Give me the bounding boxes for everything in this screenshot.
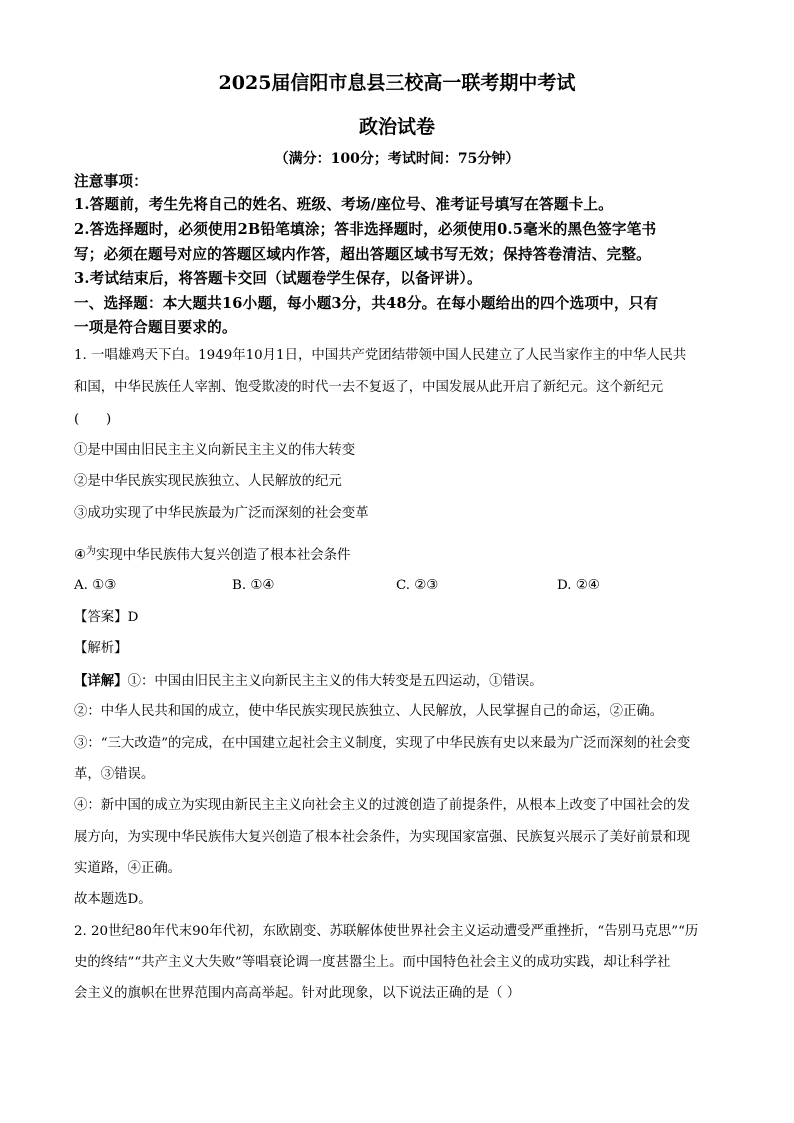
notice-heading: 注意事项： (74, 173, 148, 190)
section-1-heading-line-2: 一项是符合题目要求的。 (74, 319, 237, 336)
q1-option-4-rest: 实现中华民族伟大复兴创造了根本社会条件 (96, 548, 351, 563)
q1-detail-3-line-2: 革，③错误。 (74, 767, 155, 782)
q1-choice-d: D. ②④ (557, 578, 600, 593)
q1-choice-b: B. ①④ (232, 578, 275, 593)
q1-analysis-label: 【解析】 (74, 641, 128, 656)
q1-answer (74, 609, 138, 627)
detail-label: 【详解】 (74, 673, 128, 689)
q1-detail-1 (74, 672, 543, 691)
q1-stem-line-2: 和国，中华民族任人宰割、饱受欺凌的时代一去不复返了，中国发展从此开启了新纪元。这个新纪元 (74, 380, 664, 395)
q1-stem-line-1: 1. 一唱雄鸡天下白。1949年10月1日，中国共产党团结带领中国人民建立了人民当家作主的中华人民共 (74, 348, 687, 363)
q1-detail-3-line-1: ③：“三大改造”的完成，在中国建立起社会主义制度，实现了中华民族有史以来最为广泛而深刻的社会变 (74, 736, 691, 751)
answer-label: 【答案】 (74, 610, 128, 625)
q1-detail-4-line-1: ④：新中国的成立为实现由新民主主义向社会主义的过渡创造了前提条件，从根本上改变了中国社会的发 (74, 798, 690, 813)
q1-option-4-sup: 为 (86, 546, 97, 557)
q1-option-4-prefix: ④ (74, 548, 87, 563)
q1-choice-a: A. ①③ (74, 578, 117, 593)
q1-option-3: ③成功实现了中华民族最为广泛而深刻的社会变革 (74, 506, 369, 521)
notice-item-3: 3.考试结束后，将答题卡交回（试题卷学生保存，以备评讲）。 (74, 270, 482, 287)
q1-conclusion: 故本题选D。 (74, 892, 152, 907)
q1-option-4 (74, 543, 350, 565)
q1-detail-2: ②：中华人民共和国的成立，使中华民族实现民族独立、人民解放，人民掌握自己的命运，②正确。 (74, 704, 664, 719)
q2-stem-line-1: 2. 20世纪80年代末90年代初，东欧剧变、苏联解体使世界社会主义运动遭受严重挫折，“告别马克思”“历 (74, 924, 699, 939)
detail-1-text: ①：中国由旧民主主义向新民主主义的伟大转变是五四运动，①错误。 (127, 674, 543, 689)
q1-choice-c: C. ②③ (396, 578, 439, 593)
notice-item-2-line-1: 2.答选择题时，必须使用2B铅笔填涂；答非选择题时，必须使用0.5毫米的黑色签字笔书 (74, 221, 657, 238)
q1-detail-4-line-2: 展方向，为实现中华民族伟大复兴创造了根本社会条件，为实现国家富强、民族复兴展示了美好前景和现 (74, 830, 690, 845)
answer-value: D (127, 610, 139, 625)
exam-info: （满分：100分；考试时间：75分钟） (274, 151, 520, 167)
q1-detail-4-line-3: 实道路，④正确。 (74, 861, 182, 876)
q2-stem-line-2: 史的终结”“共产主义大失败”等唱衰论调一度甚嚣尘上。而中国特色社会主义的成功实践，却让科学社 (74, 955, 671, 970)
q1-blank: ( ) (74, 412, 112, 427)
subject-title: 政治试卷 (358, 116, 435, 138)
exam-title: 2025届信阳市息县三校高一联考期中考试 (218, 72, 576, 94)
q1-option-2: ②是中华民族实现民族独立、人民解放的纪元 (74, 474, 342, 489)
section-1-heading-line-1: 一、选择题：本大题共16小题，每小题3分，共48分。在每小题给出的四个选项中，只有 (74, 295, 659, 312)
notice-item-2-line-2: 写；必须在题号对应的答题区域内作答，超出答题区域书写无效；保持答卷清洁、完整。 (74, 246, 651, 263)
q2-stem-line-3: 会主义的旗帜在世界范围内高高举起。针对此现象，以下说法正确的是（ ） (74, 986, 521, 1001)
q1-option-1: ①是中国由旧民主主义向新民主主义的伟大转变 (74, 443, 356, 458)
notice-item-1: 1.答题前，考生先将自己的姓名、班级、考场/座位号、准考证号填写在答题卡上。 (74, 196, 613, 213)
